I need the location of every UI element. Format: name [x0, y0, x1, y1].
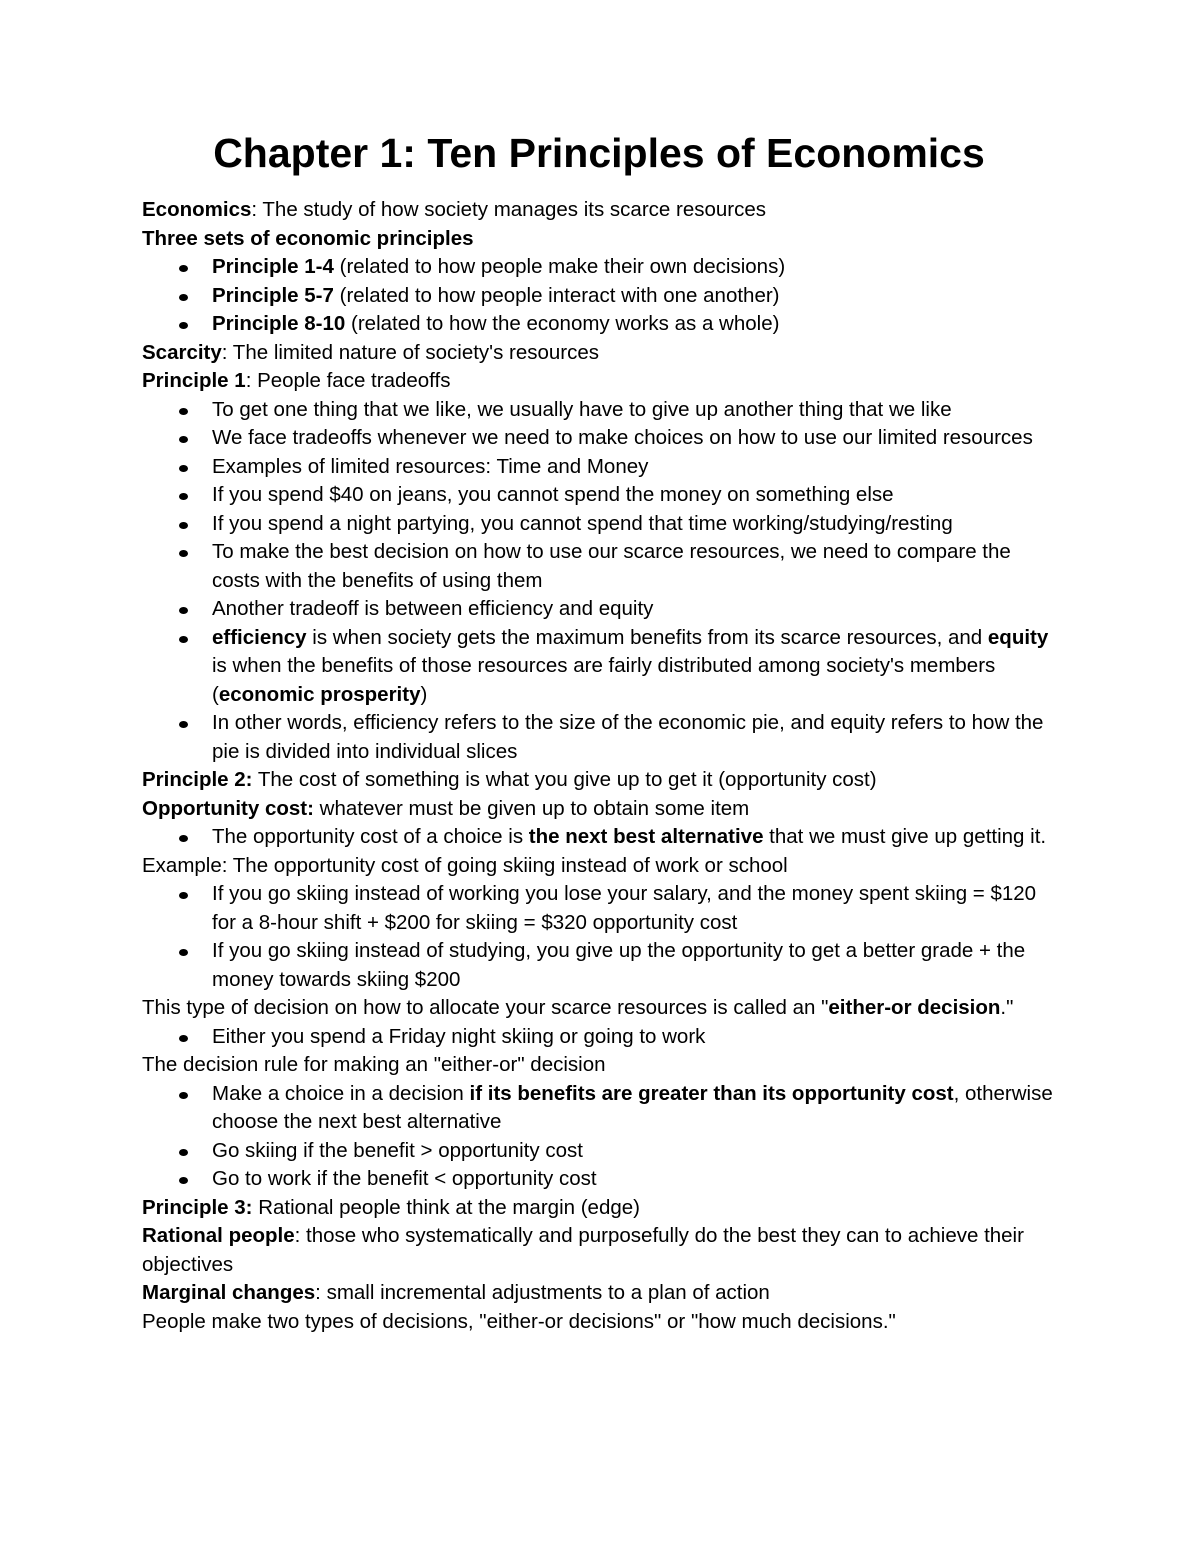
- bold-text: Opportunity cost:: [142, 796, 314, 820]
- text-run: The decision rule for making an "either-or" decision: [142, 1053, 606, 1076]
- paragraph: [142, 1222, 1070, 1279]
- bold-text: either-or decision: [828, 996, 1001, 1019]
- list-item: [142, 510, 1070, 539]
- bold-text: Principle 3:: [142, 1195, 253, 1219]
- list-item: [142, 253, 1070, 282]
- bold-text: Economics: [142, 198, 252, 221]
- list-item: [142, 709, 1070, 766]
- document-body: [142, 196, 1070, 1336]
- text-run: : those who systematically and purposefully do the best they can to achieve their objectives: [142, 1224, 1024, 1276]
- text-run: Rational people think at the margin (edge): [252, 1195, 640, 1219]
- paragraph: [142, 1051, 1070, 1080]
- bullet-icon: [179, 522, 188, 529]
- text-run: To make the best decision on how to use our scarce resources, we need to compare the costs with the benefits of using them: [212, 540, 1011, 592]
- text-run: : The limited nature of society's resources: [221, 340, 600, 364]
- list-item: [142, 396, 1070, 425]
- paragraph: [142, 225, 1070, 254]
- paragraph: [142, 795, 1070, 824]
- list-item: [142, 1023, 1070, 1052]
- bold-text: Principle 1: [142, 369, 246, 392]
- bullet-icon: [179, 721, 188, 728]
- text-run: : small incremental adjustments to a plan of action: [315, 1281, 770, 1304]
- bold-text: the next best alternative: [528, 825, 764, 848]
- list-item: [142, 1165, 1070, 1194]
- text-run: whatever must be given up to obtain some item: [313, 796, 750, 820]
- bullet-icon: [179, 493, 188, 500]
- list-item: [142, 282, 1070, 311]
- bullet-icon: [179, 607, 188, 614]
- bullet-list: [142, 1023, 1070, 1052]
- list-item: [142, 453, 1070, 482]
- text-run: If you go skiing instead of working you lose your salary, and the money spent skiing = $120 for a 8-hour shift + $200 for skiing = $320 opportunity cost: [212, 882, 1037, 934]
- bullet-icon: [179, 1092, 188, 1099]
- bold-text: efficiency: [212, 625, 307, 649]
- text-run: If you spend a night partying, you cannot spend that time working/studying/resting: [212, 511, 953, 535]
- bullet-icon: [179, 1177, 188, 1184]
- text-run: If you go skiing instead of studying, you give up the opportunity to get a better grade + the money towards skiing $200: [212, 939, 1026, 991]
- list-item: [142, 880, 1070, 937]
- text-run: (related to how people make their own decisions): [333, 255, 786, 278]
- text-run: This type of decision on how to allocate your scarce resources is called an ": [142, 996, 829, 1019]
- bold-text: equity: [987, 625, 1049, 649]
- bullet-icon: [179, 408, 188, 415]
- bold-text: if its benefits are greater than its opportunity cost: [469, 1081, 954, 1105]
- text-run: Go to work if the benefit < opportunity cost: [212, 1167, 597, 1190]
- text-run: that we must give up getting it.: [763, 825, 1047, 848]
- bullet-list: [142, 396, 1070, 767]
- list-item: [142, 624, 1070, 710]
- bold-text: Rational people: [142, 1224, 295, 1247]
- bullet-icon: [179, 465, 188, 472]
- text-run: Another tradeoff is between efficiency and equity: [212, 597, 654, 620]
- text-run: Examples of limited resources: Time and Money: [212, 454, 649, 478]
- bullet-list: [142, 253, 1070, 339]
- text-run: Example: The opportunity cost of going skiing instead of work or school: [142, 853, 788, 877]
- text-run: In other words, efficiency refers to the size of the economic pie, and equity refers to how the pie is divided into individual slices: [212, 711, 1044, 763]
- text-run: (related to how people interact with one another): [333, 283, 780, 307]
- bullet-icon: [179, 265, 188, 272]
- paragraph: [142, 1194, 1070, 1223]
- text-run: : People face tradeoffs: [245, 369, 451, 392]
- text-run: The opportunity cost of a choice is: [212, 825, 529, 848]
- text-run: is when society gets the maximum benefits from its scarce resources, and: [306, 625, 988, 649]
- text-run: ): [420, 682, 428, 706]
- text-run: The cost of something is what you give up to get it (opportunity cost): [252, 768, 877, 791]
- bullet-icon: [179, 949, 188, 956]
- bold-text: economic prosperity: [218, 682, 421, 706]
- text-run: We face tradeoffs whenever we need to make choices on how to use our limited resources: [212, 426, 1033, 449]
- bullet-icon: [179, 1149, 188, 1156]
- bold-text: Scarcity: [142, 340, 222, 364]
- bullet-list: [142, 1080, 1070, 1194]
- bullet-icon: [179, 1035, 188, 1042]
- list-item: [142, 1137, 1070, 1166]
- bullet-list: [142, 823, 1070, 852]
- list-item: [142, 310, 1070, 339]
- text-run: Either you spend a Friday night skiing or going to work: [212, 1024, 706, 1048]
- paragraph: [142, 196, 1070, 225]
- list-item: [142, 424, 1070, 453]
- text-run: is when the benefits of those resources are fairly distributed among society's members (: [212, 654, 996, 706]
- bold-text: Principle 2:: [142, 768, 253, 791]
- bold-text: Marginal changes: [142, 1281, 316, 1304]
- list-item: [142, 823, 1070, 852]
- text-run: Go skiing if the benefit > opportunity cost: [212, 1138, 583, 1162]
- text-run: : The study of how society manages its scarce resources: [251, 198, 767, 221]
- bullet-icon: [179, 636, 188, 643]
- list-item: [142, 1080, 1070, 1137]
- text-run: To get one thing that we like, we usually have to give up another thing that we like: [212, 397, 952, 421]
- paragraph: [142, 367, 1070, 396]
- bullet-icon: [179, 294, 188, 301]
- list-item: [142, 595, 1070, 624]
- paragraph: [142, 339, 1070, 368]
- bullet-icon: [179, 835, 188, 842]
- bold-text: Principle 1-4: [212, 255, 334, 278]
- paragraph: [142, 1308, 1070, 1337]
- bullet-icon: [179, 892, 188, 899]
- text-run: People make two types of decisions, "either-or decisions" or "how much decisions.": [142, 1309, 896, 1333]
- text-run: (related to how the economy works as a whole): [345, 312, 780, 335]
- text-run: , otherwise choose the next best alternative: [212, 1081, 1053, 1133]
- paragraph: [142, 994, 1070, 1023]
- paragraph: [142, 852, 1070, 881]
- text-run: Make a choice in a decision: [212, 1081, 470, 1105]
- bullet-icon: [179, 436, 188, 443]
- paragraph: [142, 1279, 1070, 1308]
- paragraph: [142, 766, 1070, 795]
- text-run: If you spend $40 on jeans, you cannot spend the money on something else: [212, 483, 894, 506]
- text-run: .": [1000, 996, 1014, 1019]
- bullet-list: [142, 880, 1070, 994]
- bullet-icon: [179, 550, 188, 557]
- list-item: [142, 538, 1070, 595]
- list-item: [142, 481, 1070, 510]
- bullet-icon: [179, 322, 188, 329]
- bold-text: Three sets of economic principles: [142, 226, 474, 250]
- list-item: [142, 937, 1070, 994]
- bold-text: Principle 8-10: [212, 312, 346, 335]
- bold-text: Principle 5-7: [212, 283, 334, 307]
- page-title: Chapter 1: Ten Principles of Economics: [213, 130, 985, 176]
